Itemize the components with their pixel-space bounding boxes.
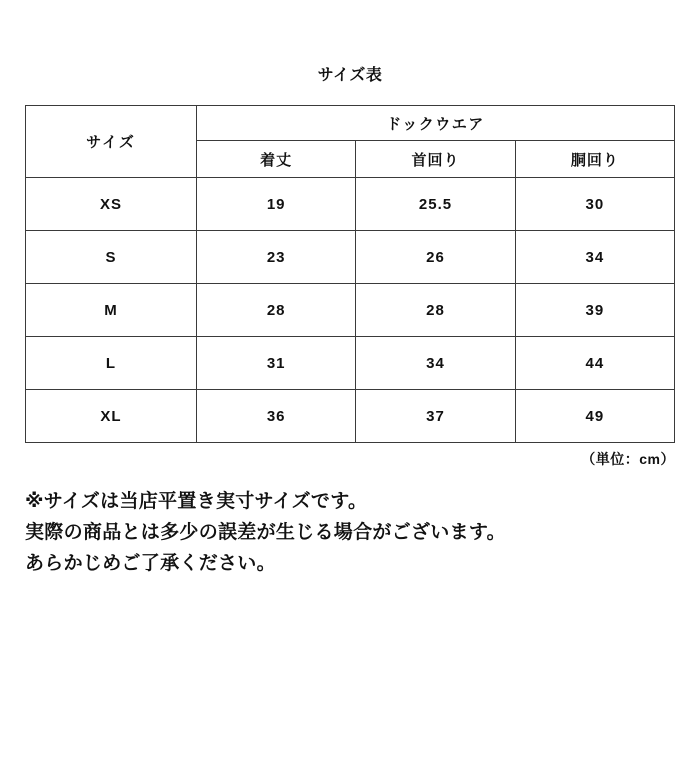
table-row bbox=[26, 231, 675, 284]
unit-note: （単位：cm） bbox=[581, 451, 675, 467]
cell-chest: 39 bbox=[515, 284, 674, 337]
page-title: サイズ表 bbox=[317, 67, 383, 84]
cell-size: M bbox=[26, 284, 197, 337]
cell-neck: 37 bbox=[356, 390, 515, 443]
cell-chest: 30 bbox=[515, 178, 674, 231]
cell-size: S bbox=[26, 231, 197, 284]
cell-length: 23 bbox=[197, 231, 356, 284]
cell-neck: 25.5 bbox=[356, 178, 515, 231]
cell-length: 36 bbox=[197, 390, 356, 443]
cell-size: L bbox=[26, 337, 197, 390]
cell-length: 19 bbox=[197, 178, 356, 231]
note-line-1: ※サイズは当店平置き実寸サイズです。 bbox=[25, 491, 368, 512]
size-chart-page bbox=[0, 62, 700, 762]
cell-length: 28 bbox=[197, 284, 356, 337]
header-group-dogwear: ドックウエア bbox=[197, 106, 675, 141]
cell-neck: 28 bbox=[356, 284, 515, 337]
table-row bbox=[26, 284, 675, 337]
cell-chest: 44 bbox=[515, 337, 674, 390]
cell-size: XS bbox=[26, 178, 197, 231]
cell-chest: 49 bbox=[515, 390, 674, 443]
table-header-row-1 bbox=[26, 106, 675, 141]
cell-chest: 34 bbox=[515, 231, 674, 284]
size-table bbox=[25, 105, 675, 443]
size-table-container bbox=[25, 105, 675, 443]
header-chest: 胴回り bbox=[515, 141, 674, 178]
cell-length: 31 bbox=[197, 337, 356, 390]
notes-block bbox=[25, 487, 675, 579]
note-line-2: 実際の商品とは多少の誤差が生じる場合がございます。 bbox=[25, 521, 506, 543]
cell-size: XL bbox=[26, 390, 197, 443]
header-neck: 首回り bbox=[356, 141, 515, 178]
header-size: サイズ bbox=[26, 106, 197, 178]
table-row bbox=[26, 390, 675, 443]
cell-neck: 34 bbox=[356, 337, 515, 390]
table-row bbox=[26, 178, 675, 231]
header-length: 着丈 bbox=[197, 141, 356, 178]
note-line-3: あらかじめご了承ください。 bbox=[25, 552, 276, 574]
table-row bbox=[26, 337, 675, 390]
cell-neck: 26 bbox=[356, 231, 515, 284]
